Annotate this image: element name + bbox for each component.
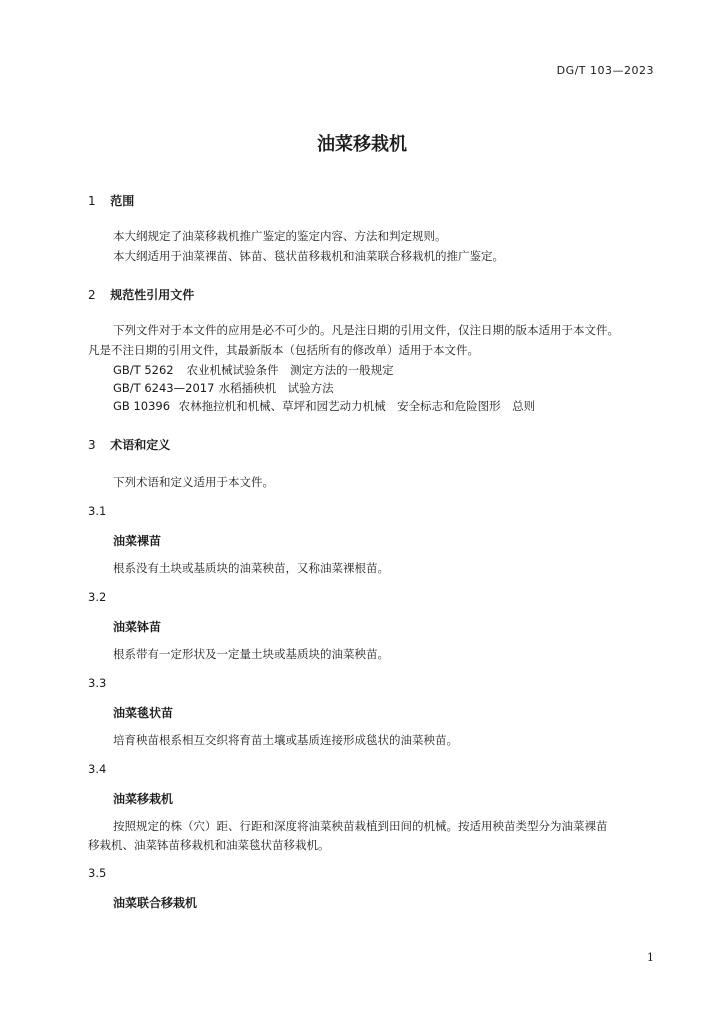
paragraph: 下列文件对于本文件的应用是必不可少的。凡是注日期的引用文件，仅注日期的版本适用于本文件。: [113, 323, 619, 337]
term-title: 油菜钵苗: [113, 620, 162, 634]
subsection-number: 3.3: [88, 676, 107, 690]
reference-title: 农林拖拉机和机械、草坪和园艺动力机械 安全标志和危险图形 总则: [178, 399, 536, 413]
document-number: DG/T 103—2023: [556, 64, 654, 77]
reference-item: [113, 362, 394, 378]
section-title: 范围: [110, 194, 135, 208]
term-definition: 根系没有土块或基质块的油菜秧苗，又称油菜裸根苗。: [113, 561, 389, 575]
paragraph: 本大纲适用于油菜裸苗、钵苗、毯状苗移栽机和油菜联合移栽机的推广鉴定。: [113, 249, 504, 263]
section-number: 1: [88, 194, 96, 208]
section-number: 3: [88, 438, 96, 452]
subsection-number: 3.1: [88, 504, 107, 518]
reference-code: GB/T 5262: [113, 363, 174, 377]
subsection-number: 3.2: [88, 590, 107, 604]
term-title: 油菜毯状苗: [113, 706, 174, 720]
paragraph: 凡是不注日期的引用文件，其最新版本（包括所有的修改单）适用于本文件。: [88, 343, 479, 357]
term-title: 油菜裸苗: [113, 534, 162, 548]
subsection-number: 3.4: [88, 762, 107, 776]
section-title: 术语和定义: [110, 438, 171, 452]
term-definition: 移栽机、油菜钵苗移栽机和油菜毯状苗移栽机。: [88, 838, 330, 852]
page-title: 油菜移栽机: [317, 134, 407, 155]
term-definition: 按照规定的株（穴）距、行距和深度将油菜秧苗栽植到田间的机械。按适用秧苗类型分为油菜裸苗: [113, 819, 608, 833]
section-heading-references: [88, 286, 194, 303]
reference-item: [113, 398, 535, 414]
term-definition: 培育秧苗根系相互交织将育苗土壤或基质连接形成毯状的油菜秧苗。: [113, 733, 458, 747]
reference-title: 水稻插秧机 试验方法: [218, 381, 334, 395]
paragraph: 本大纲规定了油菜移栽机推广鉴定的鉴定内容、方法和判定规则。: [113, 229, 447, 243]
term-title: 油菜移栽机: [113, 792, 174, 806]
term-definition: 根系带有一定形状及一定量土块或基质块的油菜秧苗。: [113, 647, 389, 661]
reference-code: GB 10396: [113, 399, 171, 413]
section-heading-terms: [88, 436, 170, 453]
reference-item: [113, 380, 334, 396]
paragraph: 下列术语和定义适用于本文件。: [113, 475, 274, 489]
section-title: 规范性引用文件: [110, 288, 195, 302]
subsection-number: 3.5: [88, 866, 107, 880]
reference-code: GB/T 6243—2017: [113, 381, 215, 395]
reference-title: 农业机械试验条件 测定方法的一般规定: [186, 363, 394, 377]
section-heading-scope: [88, 192, 134, 209]
section-number: 2: [88, 288, 96, 302]
term-title: 油菜联合移栽机: [113, 896, 198, 910]
page-number: 1: [647, 951, 654, 964]
